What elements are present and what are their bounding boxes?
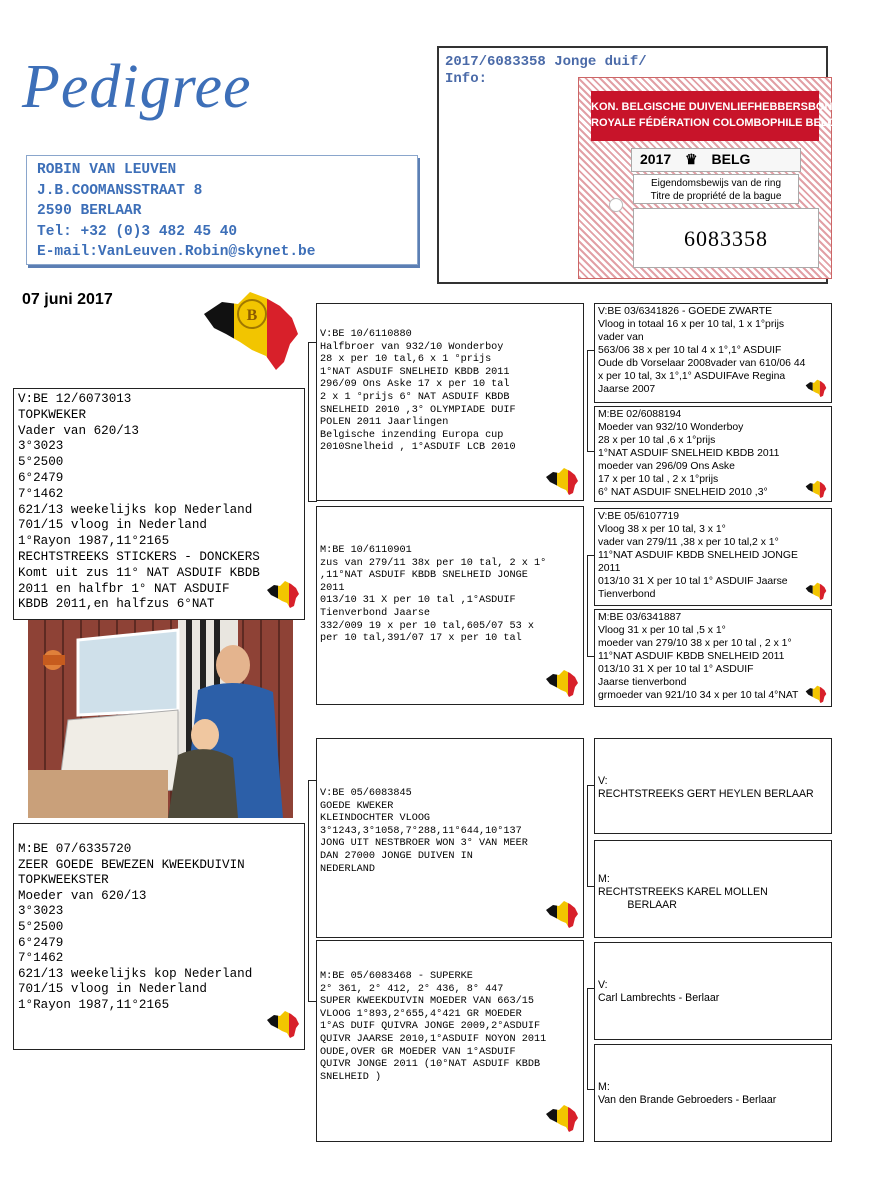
sd-dam-box [594, 609, 832, 707]
pedigree-line: M:BE 05/6083468 - SUPERKE [320, 971, 473, 982]
pedigree-line: 563/06 38 x per 10 tal 4 x 1°,1° ASDUIF [598, 345, 782, 356]
pedigree-line: V:BE 05/6107719 [598, 511, 680, 522]
pedigree-line: QUIVR JAARSE 2010,1°ASDUIF NOYON 2011 [320, 1033, 547, 1045]
belgium-flag-icon [545, 1103, 579, 1133]
pedigree-line: Komt uit zus 11° NAT ASDUIF KBDB [18, 565, 260, 580]
pedigree-line: 2° 361, 2° 412, 2° 436, 8° 447 [320, 983, 504, 995]
pedigree-line: 6° NAT ASDUIF SNELHEID 2010 ,3° [598, 487, 768, 498]
owner-phone: Tel: +32 (0)3 482 45 40 [37, 223, 238, 240]
pedigree-line: SUPER KWEEKDUIVIN MOEDER VAN 663/15 [320, 996, 534, 1008]
dam-dam-lines [320, 971, 580, 1084]
pedigree-line: 621/13 weekelijks kop Nederland [18, 502, 253, 517]
pedigree-line: DAN 27000 JONGE DUIVEN IN [320, 850, 473, 862]
pedigree-line: 6°2479 [18, 935, 64, 950]
card-org-nl: KON. BELGISCHE DUIVENLIEFHEBBERSBOND [591, 101, 841, 113]
pedigree-line: Vloog 31 x per 10 tal ,5 x 1° [598, 625, 726, 636]
pedigree-line: vader van 279/11 ,38 x per 10 tal,2 x 1° [598, 537, 779, 548]
pedigree-line: 296/09 Ons Aske 17 x per 10 tal [320, 379, 510, 391]
owner-email: E-mail:VanLeuven.Robin@skynet.be [37, 244, 316, 260]
pedigree-line: TOPKWEEKSTER [18, 873, 109, 888]
pedigree-line: 013/10 31 X per 10 tal 1° ASDUIF Jaarse [598, 576, 788, 587]
sd-sire-lines [598, 510, 828, 601]
pedigree-line: per 10 tal,391/07 17 x per 10 tal [320, 633, 522, 645]
belgium-flag-icon [266, 1009, 300, 1039]
pedigree-line: Tienverbond Jaarse [320, 607, 431, 619]
ds-sire-lines [598, 775, 828, 801]
dd-dam-lines [598, 1081, 828, 1107]
pedigree-line: KLEINDOCHTER VLOOG [320, 813, 431, 825]
sire-dam-box [316, 506, 584, 705]
pedigree-line: 1°Rayon 1987,11°2165 [18, 997, 170, 1012]
pedigree-line: Vloog 38 x per 10 tal, 3 x 1° [598, 524, 726, 535]
pedigree-line: M:BE 07/6335720 [18, 842, 132, 856]
card-title-box [633, 174, 799, 204]
card-country: BELG [711, 151, 751, 167]
pedigree-line: 11°NAT ASDUIF KBDB SNELHEID JONGE [598, 550, 798, 561]
belgium-flag-icon [805, 581, 827, 601]
pedigree-line: 332/009 19 x per 10 tal,605/07 53 x [320, 620, 534, 632]
pedigree-date: 07 juni 2017 [22, 291, 113, 308]
pedigree-line: ,11°NAT ASDUIF KBDB SNELHEID JONGE [320, 570, 528, 582]
pedigree-line: x per 10 tal, 3x 1°,1° ASDUIFAve Regina [598, 371, 786, 382]
pedigree-line: 2011 [320, 582, 345, 594]
pedigree-line: OUDE,OVER GR MOEDER VAN 1°ASDUIF [320, 1046, 516, 1058]
pedigree-line: ZEER GOEDE BEWEZEN KWEEKDUIVIN [18, 857, 245, 872]
dam-dam-box [316, 940, 584, 1142]
sire-lines [18, 392, 300, 613]
ss-sire-lines [598, 305, 828, 396]
dam-sire-box [316, 738, 584, 938]
ring-ownership-card [578, 77, 844, 279]
pedigree-line: 2011 en halfbr 1° NAT ASDUIF [18, 581, 230, 596]
pedigree-line: 7°1462 [18, 951, 64, 966]
pedigree-line: 701/15 vloog in Nederland [18, 518, 207, 533]
card-org-fr: ROYALE FÉDÉRATION COLOMBOPHILE BELGE [591, 117, 844, 129]
sire-box [13, 388, 305, 620]
pedigree-line: 1°NAT ASDUIF SNELHEID KBDB 2011 [320, 366, 510, 378]
pedigree-line: 1°Rayon 1987,11°2165 [18, 534, 170, 549]
belgium-flag-icon [545, 668, 579, 698]
pedigree-line: 5°2500 [18, 455, 64, 470]
pedigree-line: 28 x per 10 tal,6 x 1 °prijs [320, 354, 492, 366]
belgium-map-icon [200, 284, 300, 372]
card-header [591, 91, 844, 141]
pedigree-line: 7°1462 [18, 486, 64, 501]
pedigree-line: 1°AS DUIF QUIVRA JONGE 2009,2°ASDUIF [320, 1021, 541, 1033]
ds-sire-box [594, 738, 832, 834]
pedigree-line: V:BE 05/6083845 [320, 788, 412, 799]
dam-sire-lines [320, 788, 580, 876]
sire-sire-box [316, 303, 584, 501]
pedigree-line: RECHTSTREEKS GERT HEYLEN BERLAAR [598, 788, 814, 800]
belgium-flag-icon [805, 378, 827, 398]
pedigree-line: 013/10 31 X per 10 tal 1° ASDUIF [598, 664, 754, 675]
owner-info-box [26, 155, 418, 265]
pedigree-line: 2010Snelheid , 1°ASDUIF LCB 2010 [320, 442, 516, 454]
card-title-nl: Eigendomsbewijs van de ring [650, 178, 782, 189]
pedigree-line: NEDERLAND [320, 863, 376, 875]
pedigree-line: Jaarse tienverbond [598, 677, 687, 688]
page-title: Pedigree [22, 53, 252, 121]
pedigree-line: 3°3023 [18, 439, 64, 454]
ss-sire-box [594, 303, 832, 403]
pedigree-line: 5°2500 [18, 919, 64, 934]
pedigree-line: V: [598, 979, 608, 991]
pedigree-line: Vader van 620/13 [18, 423, 139, 438]
pedigree-line: Van den Brande Gebroeders - Berlaar [598, 1094, 777, 1106]
pedigree-line: M: [598, 873, 610, 885]
owner-street: J.B.COOMANSSTRAAT 8 [37, 182, 203, 199]
dd-sire-box [594, 942, 832, 1040]
dd-sire-lines [598, 979, 828, 1005]
pedigree-line: grmoeder van 921/10 34 x per 10 tal 4°NAT [598, 690, 799, 701]
pedigree-line: M:BE 02/6088194 [598, 409, 682, 420]
pedigree-line: M: [598, 1081, 610, 1093]
pedigree-line: 1°NAT ASDUIF SNELHEID KBDB 2011 [598, 448, 780, 459]
pedigree-line: Jaarse 2007 [598, 384, 656, 395]
pedigree-line: V:BE 10/6110880 [320, 329, 412, 340]
owner-city: 2590 BERLAAR [37, 203, 142, 219]
pedigree-line: 3°1243,3°1058,7°288,11°644,10°137 [320, 825, 522, 837]
pedigree-line: M:BE 03/6341887 [598, 612, 682, 623]
dam-lines [18, 842, 300, 1014]
pedigree-line: Tienverbond [598, 589, 656, 600]
pedigree-line: JONG UIT NESTBROER WON 3° VAN MEER [320, 838, 528, 850]
card-year-row [631, 148, 801, 172]
ss-dam-box [594, 406, 832, 502]
sd-sire-box [594, 508, 832, 606]
pedigree-line: Halfbroer van 932/10 Wonderboy [320, 341, 504, 353]
pedigree-line: RECHTSTREEKS KAREL MOLLEN [598, 886, 768, 898]
pedigree-line: 2011 [598, 563, 621, 574]
pedigree-line: vader van [598, 332, 644, 343]
sire-sire-lines [320, 329, 580, 455]
pedigree-line: QUIVR JONGE 2011 (10°NAT ASDUIF KBDB [320, 1059, 541, 1071]
owner-photo [28, 620, 293, 818]
pedigree-line: V:BE 12/6073013 [18, 392, 132, 406]
pedigree-line: POLEN 2011 Jaarlingen [320, 417, 449, 429]
pedigree-line: KBDB 2011,en halfzus 6°NAT [18, 597, 215, 612]
pedigree-line: Belgische inzending Europa cup [320, 429, 504, 441]
belgium-flag-icon [545, 899, 579, 929]
owner-name: ROBIN VAN LEUVEN [37, 162, 177, 178]
pedigree-line: 701/15 vloog in Nederland [18, 982, 207, 997]
ds-dam-lines [598, 873, 828, 912]
pedigree-line: GOEDE KWEKER [320, 800, 394, 812]
svg-text:B: B [246, 307, 258, 324]
dd-dam-box [594, 1044, 832, 1142]
pedigree-line: 3°3023 [18, 904, 64, 919]
crown-icon: ♛ [685, 151, 698, 167]
pedigree-line: TOPKWEKER [18, 407, 87, 422]
card-hole [609, 198, 623, 212]
sd-dam-lines [598, 611, 828, 702]
pedigree-line: Oude db Vorselaar 2008vader van 610/06 44 [598, 358, 806, 369]
belgium-flag-icon [805, 479, 827, 499]
pedigree-line: 2 x 1 °prijs 6° NAT ASDUIF KBDB [320, 391, 510, 403]
dam-box [13, 823, 305, 1050]
card-title-fr: Titre de propriété de la bague [650, 191, 782, 202]
pedigree-line: moeder van 296/09 Ons Aske [598, 461, 735, 472]
pedigree-line: SNELHEID 2010 ,3° OLYMPIADE DUIF [320, 404, 516, 416]
card-year: 2017 [640, 151, 672, 167]
pedigree-line: Carl Lambrechts - Berlaar [598, 992, 720, 1004]
pedigree-line: moeder van 279/10 38 x per 10 tal , 2 x 1° [598, 638, 792, 649]
belgium-flag-icon [266, 579, 300, 609]
pedigree-line: RECHTSTREEKS STICKERS - DONCKERS [18, 549, 260, 564]
pedigree-line: 6°2479 [18, 470, 64, 485]
pedigree-line: VLOOG 1°893,2°655,4°421 GR MOEDER [320, 1008, 522, 1020]
pedigree-line: 28 x per 10 tal ,6 x 1°prijs [598, 435, 716, 446]
ring-number-line: 2017/6083358 Jonge duif/ [445, 54, 647, 70]
belgium-flag-icon [805, 684, 827, 704]
pedigree-line: Vloog in totaal 16 x per 10 tal, 1 x 1°prijs [598, 319, 785, 330]
pedigree-line: 17 x per 10 tal , 2 x 1°prijs [598, 474, 719, 485]
pedigree-line: V: [598, 775, 608, 787]
sire-dam-lines [320, 545, 580, 646]
ds-dam-box [594, 840, 832, 938]
pedigree-line: Moeder van 620/13 [18, 888, 147, 903]
pedigree-line: 013/10 31 X per 10 tal ,1°ASDUIF [320, 595, 516, 607]
card-ring-number: 6083358 [633, 208, 819, 268]
pedigree-line: BERLAAR [598, 899, 677, 911]
pedigree-line: 11°NAT ASDUIF KBDB SNELHEID 2011 [598, 651, 785, 662]
ss-dam-lines [598, 408, 828, 499]
pedigree-line: Moeder van 932/10 Wonderboy [598, 422, 744, 433]
pedigree-line: zus van 279/11 38x per 10 tal, 2 x 1° [320, 557, 547, 569]
pedigree-line: 621/13 weekelijks kop Nederland [18, 966, 253, 981]
belgium-flag-icon [545, 466, 579, 496]
pedigree-line: V:BE 03/6341826 - GOEDE ZWARTE [598, 306, 773, 317]
pedigree-line: SNELHEID ) [320, 1071, 382, 1083]
ring-info-line: Info: [445, 71, 488, 87]
pedigree-line: M:BE 10/6110901 [320, 545, 412, 556]
